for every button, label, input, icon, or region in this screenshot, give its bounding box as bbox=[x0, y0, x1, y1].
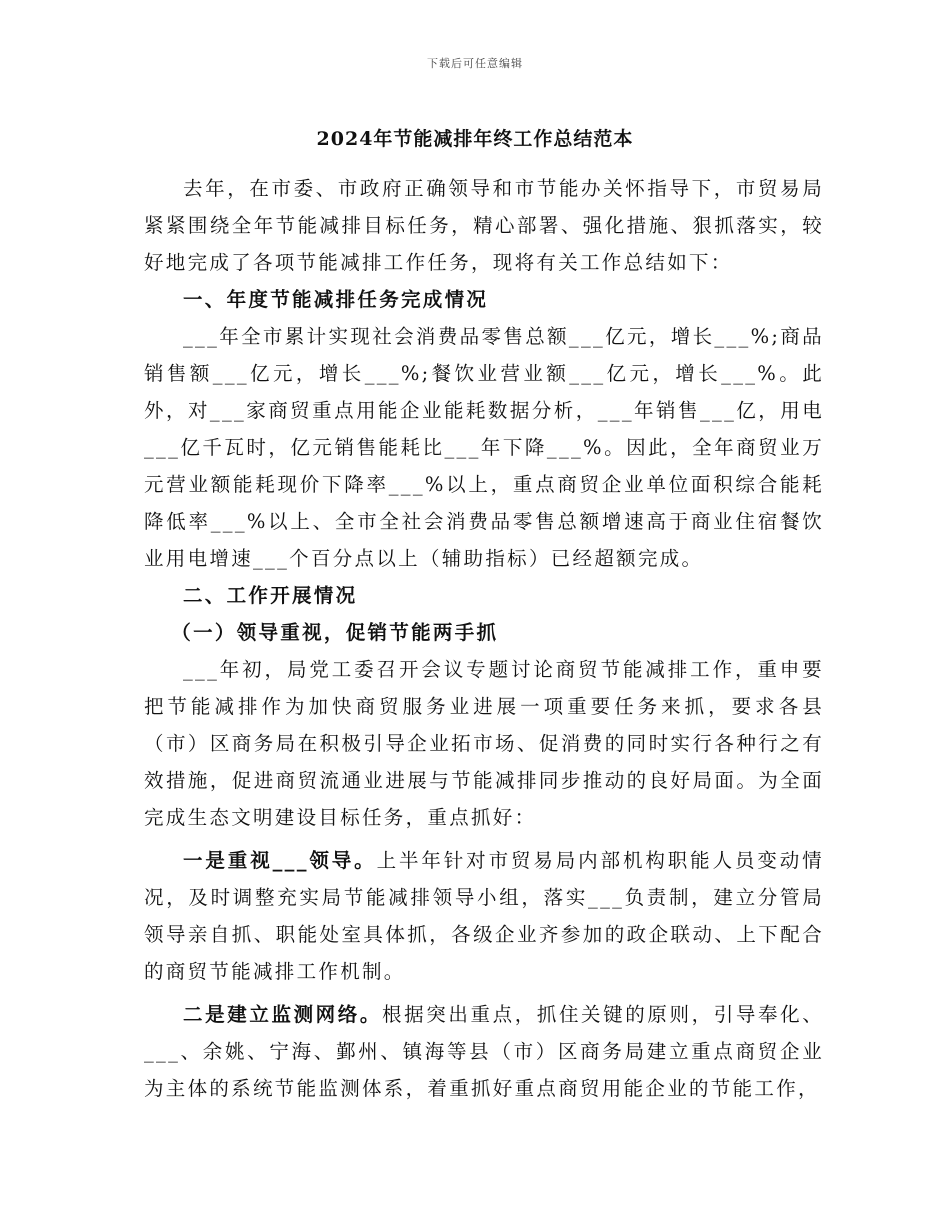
section-1-paragraph: ___年全市累计实现社会消费品零售总额___亿元，增长___%;商品销售额___亿元，增长___%;餐饮业营业额___亿元，增长___%。此外，对___家商贸重点用能企业能耗数据分析，___年销售___亿，用电___亿千瓦时，亿元销售能耗比___年下降___%。因此，全年商贸业万元营业额能耗现价下降率___%以上，重点商贸企业单位面积综合能耗降低率___%以上、全市全社会消费品零售总额增速高于商业住宿餐饮业用电增速___个百分点以上（辅助指标）已经超额完成。 bbox=[144, 325, 824, 570]
document-body bbox=[144, 170, 824, 1107]
document-title: 2024年节能减排年终工作总结范本 bbox=[316, 128, 634, 150]
point-2-text: 根据突出重点，抓住关键的原则，引导奉化、___、余姚、宁海、鄞州、镇海等县（市）区商务局建立重点商贸企业为主体的系统节能监测体系，着重抓好重点商贸用能企业的节能工作， bbox=[144, 1003, 824, 1100]
point-1-lead: 一是重视___领导。 bbox=[183, 849, 377, 872]
section-1-heading: 一、年度节能减排任务完成情况 bbox=[183, 288, 489, 311]
point-2-lead: 二是建立监测网络。 bbox=[183, 1003, 383, 1026]
section-2-heading: 二、工作开展情况 bbox=[183, 584, 358, 607]
point-2-paragraph bbox=[144, 996, 824, 1107]
subsection-1-paragraph: ___年初，局党工委召开会议专题讨论商贸节能减排工作，重申要把节能减排作为加快商贸服务业进展一项重要任务来抓，要求各县（市）区商务局在积极引导企业拓市场、促消费的同时实行各种行之有效措施，促进商贸流通业进展与节能减排同步推动的良好局面。为全面完成生态文明建设目标任务，重点抓好： bbox=[144, 658, 824, 829]
point-1-text: 上半年针对市贸易局内部机构职能人员变动情况，及时调整充实局节能减排领导小组，落实___负责制，建立分管局领导亲自抓、职能处室具体抓，各级企业齐参加的政企联动、上下配合的商贸节能减排工作机制。 bbox=[144, 849, 824, 983]
page-header: 下载后可任意编辑 bbox=[427, 57, 523, 70]
subsection-1-heading: （一）领导重视，促销节能两手抓 bbox=[171, 621, 499, 644]
point-1-paragraph bbox=[144, 842, 824, 990]
intro-paragraph: 去年，在市委、市政府正确领导和市节能办关怀指导下，市贸易局紧紧围绕全年节能减排目标任务，精心部署、强化措施、狠抓落实，较好地完成了各项节能减排工作任务，现将有关工作总结如下： bbox=[144, 177, 824, 274]
